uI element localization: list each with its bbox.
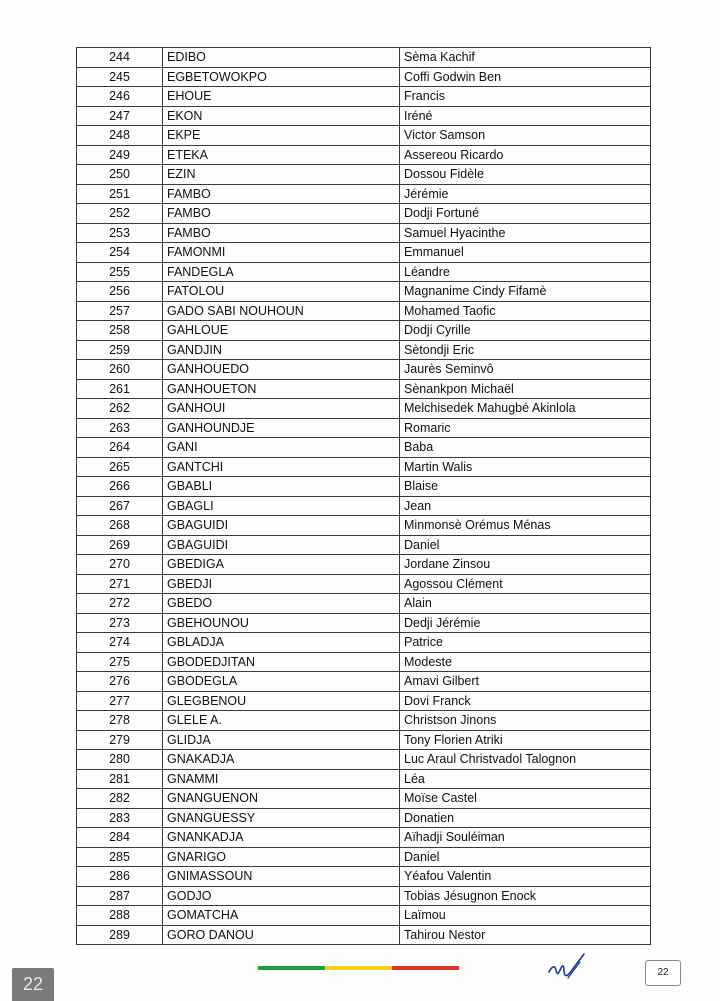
- row-number: 258: [77, 321, 163, 341]
- last-name-cell: GANI: [163, 438, 400, 458]
- first-name-cell: Dodji Fortuné: [400, 204, 651, 224]
- row-number: 267: [77, 496, 163, 516]
- first-name-cell: Sètondji Eric: [400, 340, 651, 360]
- page-number: 22: [645, 960, 681, 986]
- last-name-cell: GANHOUEDO: [163, 360, 400, 380]
- first-name-cell: Léa: [400, 769, 651, 789]
- first-name-cell: Agossou Clément: [400, 574, 651, 594]
- table-row: [77, 808, 651, 828]
- flag-red-segment: [392, 966, 459, 970]
- first-name-cell: Samuel Hyacinthe: [400, 223, 651, 243]
- row-number: 282: [77, 789, 163, 809]
- row-number: 268: [77, 516, 163, 536]
- row-number: 255: [77, 262, 163, 282]
- first-name-cell: Dovi Franck: [400, 691, 651, 711]
- row-number: 253: [77, 223, 163, 243]
- table-row: [77, 789, 651, 809]
- first-name-cell: Tobias Jésugnon Enock: [400, 886, 651, 906]
- row-number: 261: [77, 379, 163, 399]
- table-row: [77, 223, 651, 243]
- row-number: 262: [77, 399, 163, 419]
- table-row: [77, 496, 651, 516]
- last-name-cell: GANDJIN: [163, 340, 400, 360]
- table-row: [77, 48, 651, 68]
- table-row: [77, 711, 651, 731]
- first-name-cell: Iréné: [400, 106, 651, 126]
- row-number: 247: [77, 106, 163, 126]
- row-number: 278: [77, 711, 163, 731]
- first-name-cell: Jérémie: [400, 184, 651, 204]
- row-number: 251: [77, 184, 163, 204]
- flag-green-segment: [258, 966, 325, 970]
- row-number: 289: [77, 925, 163, 945]
- table-row: [77, 691, 651, 711]
- table-row: [77, 925, 651, 945]
- first-name-cell: Mohamed Taofic: [400, 301, 651, 321]
- last-name-cell: GANHOUETON: [163, 379, 400, 399]
- table-row: [77, 165, 651, 185]
- row-number: 279: [77, 730, 163, 750]
- row-number: 252: [77, 204, 163, 224]
- row-number: 287: [77, 886, 163, 906]
- table-row: [77, 438, 651, 458]
- row-number: 245: [77, 67, 163, 87]
- last-name-cell: GODJO: [163, 886, 400, 906]
- last-name-cell: EGBETOWOKPO: [163, 67, 400, 87]
- table-row: [77, 106, 651, 126]
- names-table-body: [77, 48, 651, 945]
- last-name-cell: GANHOUNDJE: [163, 418, 400, 438]
- last-name-cell: EDIBO: [163, 48, 400, 68]
- first-name-cell: Patrice: [400, 633, 651, 653]
- last-name-cell: EZIN: [163, 165, 400, 185]
- flag-stripe: [258, 966, 459, 970]
- last-name-cell: ETEKA: [163, 145, 400, 165]
- first-name-cell: Alain: [400, 594, 651, 614]
- row-number: 277: [77, 691, 163, 711]
- first-name-cell: Dossou Fidèle: [400, 165, 651, 185]
- row-number: 275: [77, 652, 163, 672]
- first-name-cell: Aïhadji Souléiman: [400, 828, 651, 848]
- first-name-cell: Luc Araul Christvadol Talognon: [400, 750, 651, 770]
- last-name-cell: GBLADJA: [163, 633, 400, 653]
- last-name-cell: GLELE A.: [163, 711, 400, 731]
- last-name-cell: GANHOUI: [163, 399, 400, 419]
- row-number: 266: [77, 477, 163, 497]
- first-name-cell: Magnanime Cindy Fifamè: [400, 282, 651, 302]
- first-name-cell: Laïmou: [400, 906, 651, 926]
- last-name-cell: GNANGUESSY: [163, 808, 400, 828]
- last-name-cell: GBAGLI: [163, 496, 400, 516]
- row-number: 254: [77, 243, 163, 263]
- first-name-cell: Daniel: [400, 847, 651, 867]
- first-name-cell: Blaise: [400, 477, 651, 497]
- table-row: [77, 282, 651, 302]
- table-row: [77, 613, 651, 633]
- table-row: [77, 243, 651, 263]
- table-row: [77, 555, 651, 575]
- last-name-cell: GBEDO: [163, 594, 400, 614]
- table-row: [77, 477, 651, 497]
- last-name-cell: FAMONMI: [163, 243, 400, 263]
- table-row: [77, 321, 651, 341]
- table-row: [77, 379, 651, 399]
- row-number: 244: [77, 48, 163, 68]
- table-row: [77, 145, 651, 165]
- first-name-cell: Tahirou Nestor: [400, 925, 651, 945]
- last-name-cell: GAHLOUE: [163, 321, 400, 341]
- table-row: [77, 204, 651, 224]
- last-name-cell: GLIDJA: [163, 730, 400, 750]
- table-row: [77, 633, 651, 653]
- last-name-cell: FAMBO: [163, 223, 400, 243]
- first-name-cell: Victor Samson: [400, 126, 651, 146]
- row-number: 257: [77, 301, 163, 321]
- first-name-cell: Daniel: [400, 535, 651, 555]
- last-name-cell: GNIMASSOUN: [163, 867, 400, 887]
- last-name-cell: GBEHOUNOU: [163, 613, 400, 633]
- table-row: [77, 87, 651, 107]
- table-row: [77, 594, 651, 614]
- table-row: [77, 730, 651, 750]
- row-number: 274: [77, 633, 163, 653]
- first-name-cell: Sènankpon Michaël: [400, 379, 651, 399]
- last-name-cell: GNAKADJA: [163, 750, 400, 770]
- first-name-cell: Moïse Castel: [400, 789, 651, 809]
- last-name-cell: GORO DANOU: [163, 925, 400, 945]
- table-row: [77, 418, 651, 438]
- table-row: [77, 672, 651, 692]
- last-name-cell: GADO SABI NOUHOUN: [163, 301, 400, 321]
- first-name-cell: Jordane Zinsou: [400, 555, 651, 575]
- last-name-cell: GNAMMI: [163, 769, 400, 789]
- row-number: 271: [77, 574, 163, 594]
- first-name-cell: Dedji Jérémie: [400, 613, 651, 633]
- last-name-cell: EKPE: [163, 126, 400, 146]
- first-name-cell: Assereou Ricardo: [400, 145, 651, 165]
- table-row: [77, 340, 651, 360]
- table-row: [77, 516, 651, 536]
- table-row: [77, 535, 651, 555]
- last-name-cell: GBAGUIDI: [163, 516, 400, 536]
- row-number: 259: [77, 340, 163, 360]
- signature-icon: [546, 948, 590, 988]
- first-name-cell: Emmanuel: [400, 243, 651, 263]
- first-name-cell: Martin Walis: [400, 457, 651, 477]
- last-name-cell: GBODEDJITAN: [163, 652, 400, 672]
- last-name-cell: GBEDIGA: [163, 555, 400, 575]
- table-row: [77, 399, 651, 419]
- table-row: [77, 262, 651, 282]
- first-name-cell: Amavi Gilbert: [400, 672, 651, 692]
- row-number: 260: [77, 360, 163, 380]
- last-name-cell: EKON: [163, 106, 400, 126]
- table-row: [77, 574, 651, 594]
- first-name-cell: Yéafou Valentin: [400, 867, 651, 887]
- last-name-cell: FAMBO: [163, 184, 400, 204]
- table-row: [77, 769, 651, 789]
- row-number: 249: [77, 145, 163, 165]
- row-number: 285: [77, 847, 163, 867]
- first-name-cell: Melchisedek Mahugbé Akinlola: [400, 399, 651, 419]
- row-number: 273: [77, 613, 163, 633]
- last-name-cell: GBABLI: [163, 477, 400, 497]
- row-number: 283: [77, 808, 163, 828]
- flag-yellow-segment: [325, 966, 392, 970]
- table-row: [77, 457, 651, 477]
- last-name-cell: GNARIGO: [163, 847, 400, 867]
- first-name-cell: Jean: [400, 496, 651, 516]
- first-name-cell: Romaric: [400, 418, 651, 438]
- table-row: [77, 184, 651, 204]
- row-number: 270: [77, 555, 163, 575]
- first-name-cell: Léandre: [400, 262, 651, 282]
- last-name-cell: FAMBO: [163, 204, 400, 224]
- first-name-cell: Dodji Cyrille: [400, 321, 651, 341]
- last-name-cell: GNANGUENON: [163, 789, 400, 809]
- row-number: 284: [77, 828, 163, 848]
- row-number: 248: [77, 126, 163, 146]
- table-row: [77, 126, 651, 146]
- row-number: 272: [77, 594, 163, 614]
- row-number: 264: [77, 438, 163, 458]
- table-row: [77, 886, 651, 906]
- last-name-cell: GLEGBENOU: [163, 691, 400, 711]
- last-name-cell: GOMATCHA: [163, 906, 400, 926]
- table-row: [77, 67, 651, 87]
- last-name-cell: GBODEGLA: [163, 672, 400, 692]
- row-number: 246: [77, 87, 163, 107]
- table-row: [77, 652, 651, 672]
- table-row: [77, 847, 651, 867]
- first-name-cell: Donatien: [400, 808, 651, 828]
- row-number: 288: [77, 906, 163, 926]
- last-name-cell: GNANKADJA: [163, 828, 400, 848]
- first-name-cell: Francis: [400, 87, 651, 107]
- table-row: [77, 906, 651, 926]
- row-number: 269: [77, 535, 163, 555]
- table-row: [77, 828, 651, 848]
- first-name-cell: Minmonsè Orémus Ménas: [400, 516, 651, 536]
- first-name-cell: Christson Jinons: [400, 711, 651, 731]
- names-table: [76, 47, 651, 945]
- row-number: 263: [77, 418, 163, 438]
- row-number: 265: [77, 457, 163, 477]
- table-row: [77, 750, 651, 770]
- row-number: 256: [77, 282, 163, 302]
- table-row: [77, 867, 651, 887]
- first-name-cell: Baba: [400, 438, 651, 458]
- first-name-cell: Tony Florien Atriki: [400, 730, 651, 750]
- row-number: 281: [77, 769, 163, 789]
- last-name-cell: FANDEGLA: [163, 262, 400, 282]
- last-name-cell: EHOUE: [163, 87, 400, 107]
- first-name-cell: Coffi Godwin Ben: [400, 67, 651, 87]
- first-name-cell: Modeste: [400, 652, 651, 672]
- row-number: 250: [77, 165, 163, 185]
- row-number: 286: [77, 867, 163, 887]
- table-row: [77, 360, 651, 380]
- thumbnail-page-badge[interactable]: 22: [12, 968, 54, 1001]
- row-number: 276: [77, 672, 163, 692]
- last-name-cell: GBEDJI: [163, 574, 400, 594]
- last-name-cell: GBAGUIDI: [163, 535, 400, 555]
- first-name-cell: Sèma Kachif: [400, 48, 651, 68]
- table-row: [77, 301, 651, 321]
- row-number: 280: [77, 750, 163, 770]
- last-name-cell: FATOLOU: [163, 282, 400, 302]
- last-name-cell: GANTCHI: [163, 457, 400, 477]
- first-name-cell: Jaurès Seminvô: [400, 360, 651, 380]
